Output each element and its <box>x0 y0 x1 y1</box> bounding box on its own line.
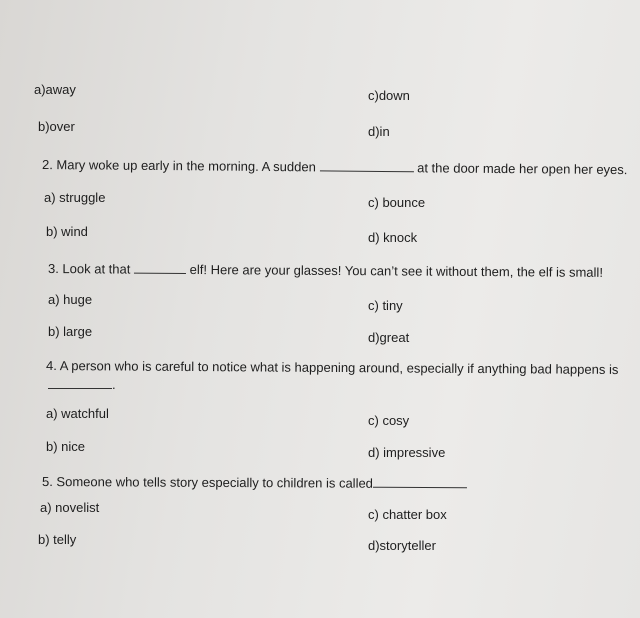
q5-stem: 5. Someone who tells story especially to children is called <box>41 474 373 491</box>
q4-answer-line <box>48 376 116 393</box>
q5-option-d[interactable]: d)storyteller <box>368 538 436 553</box>
question-2 <box>42 156 628 178</box>
q2-answer-blank[interactable] <box>319 158 413 172</box>
q3-stem-after: elf! Here are your glasses! You can’t see it without them, the elf is small! <box>189 261 604 280</box>
q5-option-a[interactable]: a) novelist <box>40 500 100 515</box>
q5-option-b[interactable]: b) telly <box>38 532 77 547</box>
q1-option-d[interactable]: d)in <box>368 124 390 139</box>
show-through-text <box>270 62 273 74</box>
q2-stem-after: at the door made her open her eyes. <box>417 160 628 178</box>
q3-stem-before: 3. Look at that <box>47 261 131 277</box>
q4-stem-end: . <box>112 377 116 392</box>
q4-option-d[interactable]: d) impressive <box>368 445 446 460</box>
question-5 <box>42 473 467 492</box>
q4-option-c[interactable]: c) cosy <box>368 413 410 428</box>
question-3 <box>48 260 603 281</box>
q5-answer-blank[interactable] <box>373 475 467 488</box>
q4-answer-blank[interactable] <box>48 376 112 389</box>
q1-option-c[interactable]: c)down <box>368 88 410 103</box>
q3-answer-blank[interactable] <box>134 261 186 274</box>
q2-option-d[interactable]: d) knock <box>368 230 418 245</box>
q4-option-a[interactable]: a) watchful <box>46 406 109 421</box>
q2-option-a[interactable]: a) struggle <box>44 190 106 205</box>
q4-option-b[interactable]: b) nice <box>46 439 86 454</box>
q5-option-c[interactable]: c) chatter box <box>368 507 447 522</box>
q1-option-a[interactable]: a)away <box>34 82 76 97</box>
q2-option-c[interactable]: c) bounce <box>368 195 426 210</box>
q2-option-b[interactable]: b) wind <box>46 224 88 239</box>
q3-option-d[interactable]: d)great <box>368 330 410 345</box>
q4-stem: 4. A person who is careful to notice what is happening around, especially if anything bad happens is <box>45 358 619 377</box>
q3-option-a[interactable]: a) huge <box>48 292 93 307</box>
q3-option-b[interactable]: b) large <box>48 324 93 339</box>
q3-option-c[interactable]: c) tiny <box>368 298 403 313</box>
q2-stem-before: 2. Mary woke up early in the morning. A sudden <box>41 157 316 175</box>
q1-option-b[interactable]: b)over <box>38 119 75 134</box>
